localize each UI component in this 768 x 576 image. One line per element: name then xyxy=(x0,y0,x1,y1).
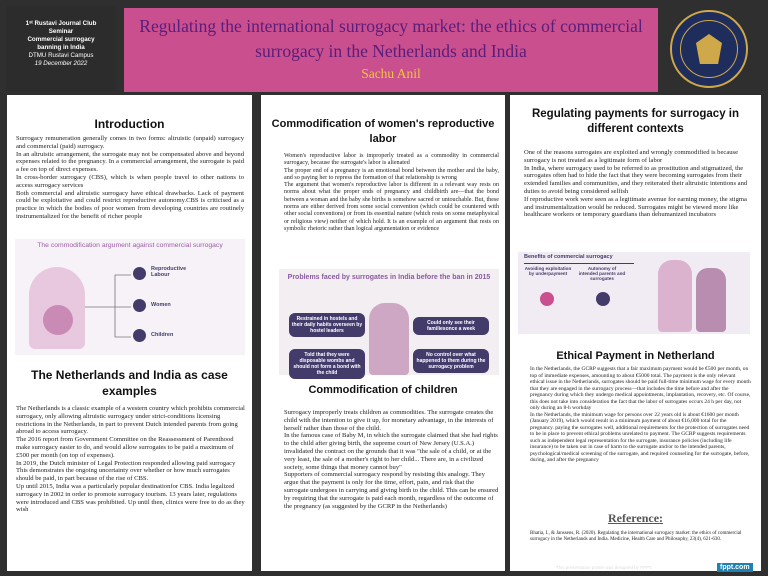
item-women: Women xyxy=(151,302,171,308)
event-line: 1ˢᵗ Rustavi Journal Club xyxy=(25,20,97,27)
footer-note: This presentation poster was designed by FPPT. xyxy=(556,565,653,570)
column-middle xyxy=(261,95,505,571)
problem-item: No control over what happened to them during the surrogacy problem xyxy=(413,349,489,373)
doctor-icon xyxy=(696,268,726,332)
reference-heading: Reference: xyxy=(607,511,664,525)
figure-title: Problems faced by surrogates in India before the ban in 2015 xyxy=(287,274,491,281)
event-line: banning in India xyxy=(37,44,85,51)
children-heading: Commodification of children xyxy=(308,384,458,396)
ethical-text: In the Netherlands, the GCRP suggests that a fair maximum payment would be €500 per month, on top of immediate expenses, amounting to about €5000 total. The payment is the only relevant ethical issue in the Netherlands, surrogates should be paid full-time minimum wage for every month that they are engaged in the surrogacy process—that includes the time before and after the pregnancy during which they undergo medical appointments, implantation, recovery, etc. Of course, this does not take into consideration the fact that the labor of surrogates occurs 24 h per day, not only during an 8-h workday In the Netherlands, the minimum wage for persons over 22 years old is about €1600 per month (January 2019), which would result in a minimum payment of about €16,000 total for the pregnancy. paying the surrogates well, additional requirements for the protection of surrogates need to be in place to prevent ethical problems unrelated to payment. The GCRP suggests requirements such as independent legal representation for the surrogate, insurance policies (including life insurance) to be taken out in case of harm to the surrogate and/or to the intended parents, psychological/medical screening of the surrogate, and required counseling for the surrogate, before, during, and after the pregnancy xyxy=(530,366,751,463)
problems-figure xyxy=(279,269,499,375)
problem-item: Restrained in hostels and their daily habits overseen by hostel leaders xyxy=(289,313,365,337)
benefit-item: Avoiding exploitation by underpayment xyxy=(524,266,572,276)
commodification-figure xyxy=(15,239,245,355)
fppt-link[interactable]: fppt.com xyxy=(717,563,753,572)
item-labour: Reproductive Labour xyxy=(151,266,187,278)
event-info-box xyxy=(6,6,116,91)
item-children: Children xyxy=(151,332,174,338)
ethical-heading: Ethical Payment in Netherland xyxy=(556,350,715,362)
event-line: Commercial surrogacy xyxy=(27,36,95,43)
women-icon xyxy=(133,299,146,312)
poster-title: Regulating the international surrogacy market: the ethics of commercial surrogacy in the Netherlands and India xyxy=(139,16,643,61)
benefits-figure xyxy=(518,252,750,334)
event-line: Seminar xyxy=(48,28,74,35)
campus: DTMU Rustavi Campus xyxy=(28,52,94,59)
benefit-item: Autonomy of intended parents and surrogates xyxy=(578,266,626,281)
title-banner xyxy=(124,8,658,92)
pregnant-woman-icon xyxy=(658,260,692,332)
column-left xyxy=(7,95,252,571)
problem-item: Could only see their familiesonce a week xyxy=(413,317,489,335)
author: Sachu Anil xyxy=(361,66,421,81)
intro-heading: Introduction xyxy=(94,117,165,131)
nl-india-text: The Netherlands is a classic example of a western country which prohibits commercial surrogacy, only allowing altruistic surrogacy under strict-conditions licensing restrictions in the Netherlands, in part to prevent Dutch intended parents from going abroad to access surrogacy. The 2016 report from Government Committee on the Reassessment of Parenthood make surrogacy easier to do, and would allow surrogates to be paid a maximum of £500 per month (on top of expenses). In 2019, the Dutch minister of Legal Protection responded allowing paid surrogacy This demonstrates the ongoing uncertainty over whether or how much surrogates should be paid, in part because of the rise of CBS. Up until 2015, India was a particularly popular destinationfor CBS. India legalized surrogacy in 2002 in order to promote surrogacy tourism. 13 years later, regulations were introduced and CBS was prohibited. Up until then, clinics were free to do as they wish xyxy=(16,405,245,514)
labour-icon xyxy=(133,267,146,280)
divider xyxy=(524,263,634,264)
column-right xyxy=(510,95,761,571)
payments-text: One of the reasons surrogates are exploited and wrongly commodified is because surrogacy is not treated as a legitimate form of labor In India, where surrogacy used to be referred to as prostitution and stigmatized, the surrogates often had to hide the fact that they were becoming surrogates from their extended families and communities, and they reiterated their altruistic intentions and duties to avoid being considered selfish If reproductive work were seen as a legitimate avenue for earning money, the stigma and instrumentalization would be reduced. Surrogates might be viewed more like healthcare workers or temporary guardians than dehumanized incubators xyxy=(524,149,748,219)
figure-title: The commodification argument against commercial surrogacy xyxy=(37,242,223,249)
children-icon xyxy=(133,329,146,342)
labor-heading: Commodification of women's reproductive labor xyxy=(271,118,495,145)
intro-text: Surrogacy remuneration generally comes in two forms: altruistic (unpaid) surrogacy and commercial (paid) surrogacy. In an altruistic arrangement, the surrogate may not be compensated above and beyond expenses related to the pregnancy. In a commercial arrangement, the surrogate is paid a fee on top of direct expenses. In cross-border surrogacy (CBS), which is when people travel to other nations to access surrogacy services Both commercial and altruistic surrogacy have ethical drawbacks. Lack of payment could be exploitative and could restrict reproductive autonomy.CBS is criticised as a practice in which the bodies of poor women from developing countries are routinely instrumentalized for the benefit of richer people xyxy=(16,135,244,220)
nl-india-heading: The Netherlands and India as case examples xyxy=(31,368,228,398)
date: 19 December 2022 xyxy=(34,60,88,67)
problem-item: Told that they were disposable wombs and should not form a bond with the child xyxy=(289,349,365,379)
benefit-icon xyxy=(596,292,610,306)
baby-icon xyxy=(43,305,73,335)
reference-text: Bhatia, I., & Janssens, R. (2020). Regulating the international surrogacy market: the ethics of commercial surrogacy in the Netherlands and India. Medicine, Health Care and Philosophy, 23(4), 621-630. xyxy=(530,531,742,542)
payments-heading: Regulating payments for surrogacy in different contexts xyxy=(531,108,740,135)
figure-title: Benefits of commercial surrogacy xyxy=(524,254,613,260)
benefit-icon xyxy=(540,292,554,306)
labor-text: Women's reproductive labor is improperly treated as a commodity in commercial surrogacy, because the surrogate's labor is alienated The proper end of a pregnancy is an emotional bond between the mother and the baby, and so paying her to repress the formation of that relationship is wrong The argument that women's reproductive labor is different in a relevant way rests on norms about what the proper ends of pregnancy and childbirth are—that the bond between a woman and the baby she births is somehow sacred or untouchable. But, these norms are either derived from some social convention (which could be countered with other social conventions) or from its essential nature (which rests on some metaphysical or religious view) neither of which hold. It is an example of an argument that rests on symbolic rhetoric rather than logical argumentation or evidence xyxy=(284,153,499,232)
pregnant-woman-icon xyxy=(369,303,409,375)
children-text: Surrogacy improperly treats children as commodities. The surrogate creates the child with the intention to give it up, for monetary advantage, in the interests of herself rather than those of the child. In the famous case of Baby M, in which the surrogate claimed that she had rights to the child after giving birth, the supreme court of New Jersey (U.S.A.) invalidated the contract on the grounds that it was "the sale of a child, or at the very least, the sale of a mother's right to her child... There are, in a civilized society, some things that money cannot buy" Supporters of commercial surrogacy respond by resisting this analogy. They argue that the payment is only for the time, effort, pain, and risk that the surrogate undergoes in carrying and giving birth to the child. This can be ensured by requiring that the surrogate is paid each month, regardless of the outcome of the pregnancy (as suggested by the GCRP in the Netherlands) xyxy=(284,409,499,510)
university-logo-icon xyxy=(670,10,748,88)
